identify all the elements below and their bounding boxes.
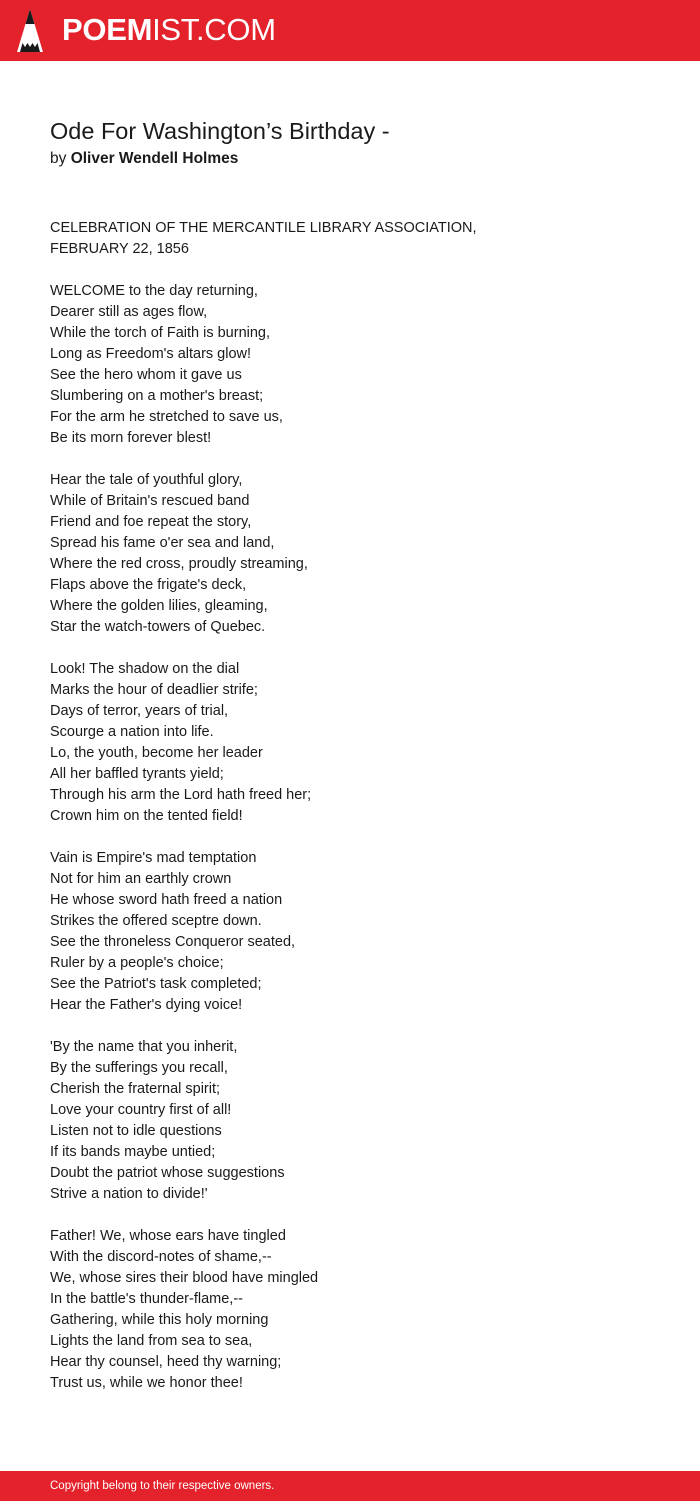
poem-line: For the arm he stretched to save us, — [50, 409, 283, 425]
site-logo[interactable] — [62, 12, 276, 48]
poem-line: Cherish the fraternal spirit; — [50, 1081, 221, 1097]
poem-title: Ode For Washington’s Birthday - — [50, 118, 390, 144]
site-header — [0, 0, 700, 61]
author-name: Oliver Wendell Holmes — [70, 150, 239, 167]
poem-line: See the throneless Conqueror seated, — [50, 934, 296, 950]
poem-line: FEBRUARY 22, 1856 — [50, 241, 189, 257]
poem-body — [50, 218, 650, 1415]
poem-line: Listen not to idle questions — [50, 1123, 222, 1139]
poem-line: Crown him on the tented field! — [50, 808, 243, 824]
poem-line: In the battle's thunder-flame,-- — [50, 1291, 243, 1307]
poem-line: Gathering, while this holy morning — [50, 1312, 269, 1328]
poem-line: Dearer still as ages flow, — [50, 304, 208, 320]
pencil-tip-icon — [17, 9, 43, 52]
by-prefix: by — [50, 150, 67, 167]
poem-line: WELCOME to the day returning, — [50, 283, 258, 299]
logo-bold-text: POEM — [62, 12, 153, 47]
poem-stanza — [50, 1226, 650, 1394]
poem-stanza — [50, 470, 650, 638]
poem-line: Vain is Empire's mad temptation — [50, 850, 257, 866]
byline — [50, 148, 238, 170]
poem-line: Love your country first of all! — [50, 1102, 232, 1118]
poem-line: Hear thy counsel, heed thy warning; — [50, 1354, 282, 1370]
poem-line: Scourge a nation into life. — [50, 724, 214, 740]
poem-line: Father! We, whose ears have tingled — [50, 1228, 286, 1244]
poem-line: We, whose sires their blood have mingled — [50, 1270, 319, 1286]
poem-line: CELEBRATION OF THE MERCANTILE LIBRARY ASSOCIATION, — [50, 220, 477, 236]
poem-stanza — [50, 218, 650, 260]
poem-line: Long as Freedom's altars glow! — [50, 346, 252, 362]
poem-line: With the discord-notes of shame,-- — [50, 1249, 272, 1265]
poem-line: Hear the Father's dying voice! — [50, 997, 243, 1013]
poem-line: Be its morn forever blest! — [50, 430, 212, 446]
poem-line: If its bands maybe untied; — [50, 1144, 216, 1160]
poem-line: Where the golden lilies, gleaming, — [50, 598, 268, 614]
poem-line: Ruler by a people's choice; — [50, 955, 224, 971]
poem-line: See the hero whom it gave us — [50, 367, 242, 383]
poem-line: All her baffled tyrants yield; — [50, 766, 224, 782]
poem-line: Lights the land from sea to sea, — [50, 1333, 253, 1349]
poem-line: Strikes the offered sceptre down. — [50, 913, 262, 929]
site-footer — [0, 1471, 700, 1501]
poem-line: Through his arm the Lord hath freed her; — [50, 787, 312, 803]
poem-line: Marks the hour of deadlier strife; — [50, 682, 258, 698]
poem-stanza — [50, 848, 650, 1016]
poem-line: See the Patriot's task completed; — [50, 976, 262, 992]
poem-line: Look! The shadow on the dial — [50, 661, 240, 677]
poem-line: Star the watch-towers of Quebec. — [50, 619, 266, 635]
poem-line: Trust us, while we honor thee! — [50, 1375, 243, 1391]
poem-stanza — [50, 659, 650, 827]
poem-line: Lo, the youth, become her leader — [50, 745, 263, 761]
poem-line: Not for him an earthly crown — [50, 871, 232, 887]
poem-line: While of Britain's rescued band — [50, 493, 250, 509]
poem-line: Friend and foe repeat the story, — [50, 514, 252, 530]
poem-stanza — [50, 281, 650, 449]
poem-line: Doubt the patriot whose suggestions — [50, 1165, 285, 1181]
poem-stanza — [50, 1037, 650, 1205]
poem-line: By the sufferings you recall, — [50, 1060, 228, 1076]
poem-line: Flaps above the frigate's deck, — [50, 577, 247, 593]
poem-line: Where the red cross, proudly streaming, — [50, 556, 308, 572]
poem-line: Hear the tale of youthful glory, — [50, 472, 243, 488]
poem-line: While the torch of Faith is burning, — [50, 325, 271, 341]
poem-line: Strive a nation to divide!' — [50, 1186, 208, 1202]
poem-line: Slumbering on a mother's breast; — [50, 388, 264, 404]
poem-line: Spread his fame o'er sea and land, — [50, 535, 275, 551]
logo-light-text: IST.COM — [152, 12, 276, 47]
copyright-notice: Copyright belong to their respective owners. — [50, 1480, 275, 1492]
poem-line: He whose sword hath freed a nation — [50, 892, 283, 908]
poem-line: 'By the name that you inherit, — [50, 1039, 238, 1055]
poem-line: Days of terror, years of trial, — [50, 703, 229, 719]
